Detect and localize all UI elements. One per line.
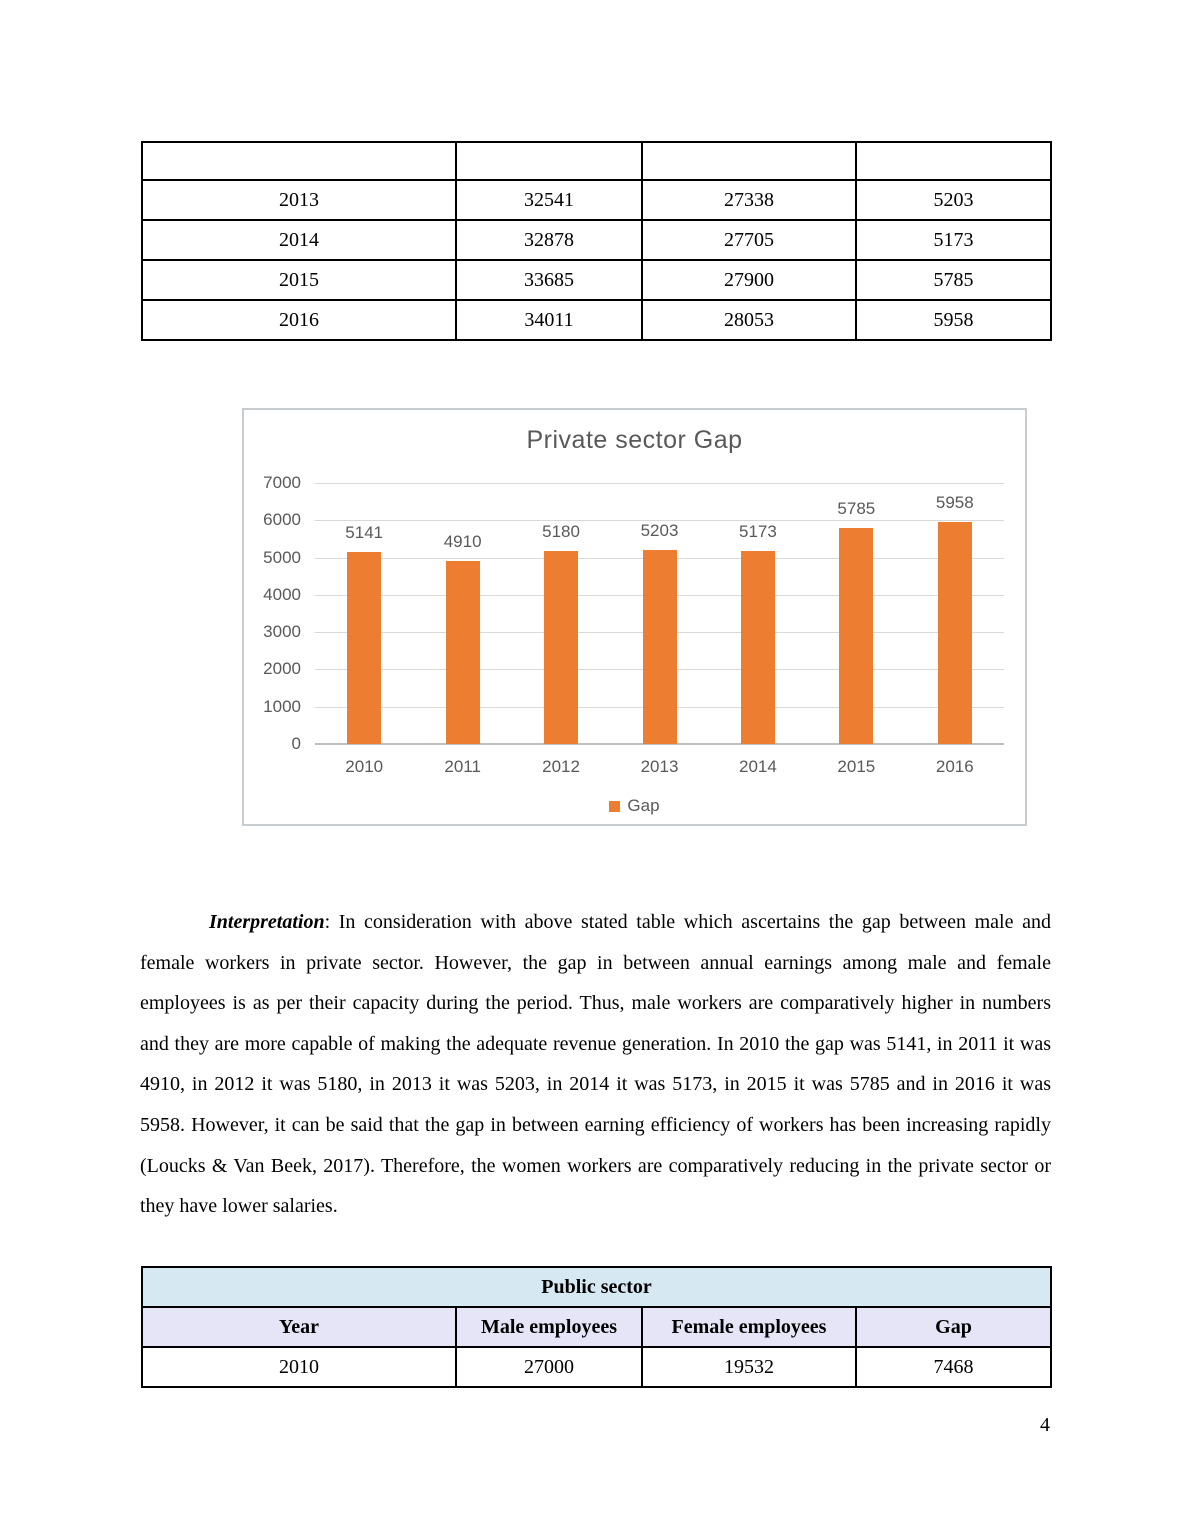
- x-axis-tick-label: 2014: [739, 757, 777, 776]
- gap-cell: 5203: [856, 180, 1051, 220]
- x-axis-tick-label: 2010: [345, 757, 384, 776]
- bar-2013: [643, 550, 677, 744]
- bar-2010: [347, 552, 381, 744]
- gap-cell: 7468: [856, 1347, 1051, 1387]
- female-employees-cell: 27900: [642, 260, 856, 300]
- table-row: [142, 1347, 1051, 1387]
- legend-swatch-icon: [609, 801, 620, 812]
- private-sector-table: [141, 141, 1052, 341]
- female-employees-cell: 27338: [642, 180, 856, 220]
- x-axis-tick-label: 2011: [444, 757, 481, 776]
- empty-cell: [142, 142, 456, 180]
- y-axis-tick-label: 7000: [263, 473, 301, 492]
- table-title-row: [142, 1267, 1051, 1307]
- page-number: 4: [1040, 1414, 1050, 1436]
- male-employees-cell: 32541: [456, 180, 642, 220]
- bar-2011: [446, 561, 480, 744]
- bar-value-label: 5180: [542, 521, 580, 541]
- gap-cell: 5173: [856, 220, 1051, 260]
- gap-cell: 5785: [856, 260, 1051, 300]
- y-axis-tick-label: 2000: [263, 659, 301, 679]
- y-axis-tick-label: 4000: [263, 584, 301, 604]
- male-employees-cell: 27000: [456, 1347, 642, 1387]
- bar-value-label: 4910: [443, 531, 482, 551]
- y-axis-tick-label: 5000: [263, 547, 301, 567]
- year-cell: 2013: [142, 180, 456, 220]
- year-cell: 2010: [142, 1347, 456, 1387]
- year-cell: 2016: [142, 300, 456, 340]
- x-axis-tick-label: 2016: [935, 757, 974, 776]
- table-row: [142, 260, 1051, 300]
- male-employees-cell: 34011: [456, 300, 642, 340]
- table-row: [142, 180, 1051, 220]
- female-employees-cell: 19532: [642, 1347, 856, 1387]
- bar-2015: [839, 528, 873, 744]
- bar-value-label: 5203: [640, 521, 679, 540]
- y-axis-tick-label: 6000: [263, 510, 301, 530]
- bar-value-label: 5173: [739, 522, 777, 542]
- x-axis-tick-label: 2015: [837, 757, 876, 776]
- interpretation-body: : In consideration with above stated table which ascertains the gap between male and female workers in private sector. However, the gap in between annual earnings among male and female employees is as per their capacity during the period. Thus, male workers are comparatively higher in numbers and they are more capable of making the adequate revenue generation. In 2010 the gap was 5141, in 2011 it was 4910, in 2012 it was 5180, in 2013 it was 5203, in 2014 it was 5173, in 2015 it was 5785 and in 2016 it was 5958. However, it can be said that the gap in between earning efficiency of workers has been increasing rapidly (Loucks & Van Beek, 2017). Therefore, the women workers are comparatively reducing in the private sector or they have lower salaries.: [140, 911, 1051, 1218]
- female-employees-header: Female employees: [642, 1307, 856, 1347]
- private-sector-gap-chart: [242, 408, 1027, 826]
- female-employees-cell: 27705: [642, 220, 856, 260]
- bar-value-label: 5785: [837, 499, 876, 519]
- y-axis-tick-label: 0: [291, 734, 301, 753]
- legend-label: Gap: [627, 796, 660, 815]
- male-employees-cell: 32878: [456, 220, 642, 260]
- table-title: Public sector: [142, 1267, 1051, 1307]
- empty-cell: [642, 142, 856, 180]
- y-axis-tick-label: 3000: [263, 622, 301, 642]
- bar-value-label: 5141: [345, 523, 384, 543]
- x-axis-tick-label: 2013: [640, 757, 679, 776]
- female-employees-cell: 28053: [642, 300, 856, 340]
- year-cell: 2015: [142, 260, 456, 300]
- empty-cell: [456, 142, 642, 180]
- bar-2016: [938, 522, 972, 744]
- bar-value-label: 5958: [935, 492, 974, 512]
- table-row: [142, 220, 1051, 260]
- interpretation-lead: Interpretation: [209, 911, 325, 933]
- empty-cell: [856, 142, 1051, 180]
- table-row: [142, 300, 1051, 340]
- male-employees-header: Male employees: [456, 1307, 642, 1347]
- year-header: Year: [142, 1307, 456, 1347]
- x-axis-tick-label: 2012: [542, 757, 580, 776]
- chart-legend: [244, 796, 1025, 816]
- interpretation-paragraph: [140, 902, 1051, 1227]
- year-cell: 2014: [142, 220, 456, 260]
- public-sector-table: [141, 1266, 1052, 1388]
- gap-cell: 5958: [856, 300, 1051, 340]
- gridline: [315, 483, 1004, 484]
- y-axis-tick-label: 1000: [263, 696, 301, 716]
- chart-canvas: [244, 410, 1025, 824]
- bar-2012: [544, 551, 578, 744]
- gap-header: Gap: [856, 1307, 1051, 1347]
- table-row: [142, 142, 1051, 180]
- chart-title: Private sector Gap: [526, 426, 743, 454]
- male-employees-cell: 33685: [456, 260, 642, 300]
- table-header-row: [142, 1307, 1051, 1347]
- bar-2014: [741, 551, 775, 744]
